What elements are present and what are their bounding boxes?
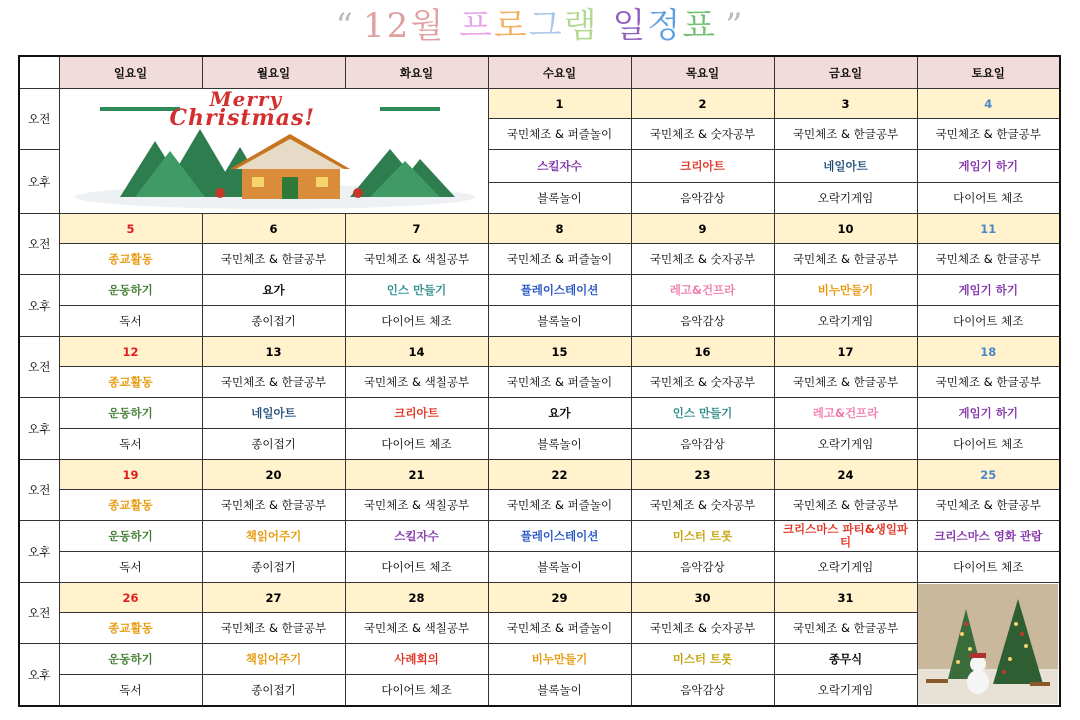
activity-label: 크리스마스 파티&생일파티: [782, 522, 909, 549]
activity-cell: [631, 675, 774, 707]
activity-label: 음악감상: [680, 437, 725, 451]
activity-cell: [488, 552, 631, 583]
activity-label: 크리스마스 영화 관람: [934, 529, 1043, 543]
date-cell: 22: [488, 460, 631, 490]
activity-cell: [631, 367, 774, 398]
activity-label: 국민체조 & 퍼즐놀이: [506, 375, 613, 389]
activity-cell: [345, 306, 488, 337]
activity-label: 국민체조 & 숫자공부: [649, 252, 756, 266]
activity-cell: [917, 244, 1060, 275]
activity-cell: [488, 644, 631, 675]
activity-label: 오락기게임: [817, 437, 874, 451]
activity-label: 크리아트: [680, 159, 725, 173]
activity-label: 운동하기: [108, 283, 153, 297]
activity-cell: [59, 613, 202, 644]
activity-label: 국민체조 & 퍼즐놀이: [506, 127, 613, 141]
activity-cell: [488, 119, 631, 150]
pm-row: [19, 275, 1060, 306]
date-cell: 26: [59, 583, 202, 613]
activity-label: 미스터 트롯: [672, 529, 733, 543]
pm-row: [19, 675, 1060, 707]
activity-cell: [774, 275, 917, 306]
activity-label: 국민체조 & 한글공부: [792, 621, 899, 635]
pm-row: [19, 552, 1060, 583]
activity-cell: [59, 490, 202, 521]
activity-label: 국민체조 & 한글공부: [792, 498, 899, 512]
activity-label: 운동하기: [108, 529, 153, 543]
date-cell: 5: [59, 214, 202, 244]
activity-cell: [202, 521, 345, 552]
activity-cell: [917, 150, 1060, 183]
date-cell: 10: [774, 214, 917, 244]
activity-label: 독서: [119, 314, 142, 328]
activity-cell: [202, 429, 345, 460]
pm-row: [19, 429, 1060, 460]
activity-label: 국민체조 & 퍼즐놀이: [506, 621, 613, 635]
schedule-table: [18, 55, 1061, 707]
activity-label: 비누만들기: [817, 283, 874, 297]
activity-cell: [202, 275, 345, 306]
period-label-pm: 오후: [19, 644, 59, 707]
activity-label: 요가: [548, 406, 571, 420]
activity-cell: [631, 183, 774, 214]
activity-label: 블록놀이: [537, 683, 582, 697]
activity-label: 국민체조 & 숫자공부: [649, 498, 756, 512]
date-cell: 8: [488, 214, 631, 244]
merry-christmas-image: [60, 89, 488, 213]
date-cell: 6: [202, 214, 345, 244]
activity-cell: [774, 367, 917, 398]
activity-cell: [59, 644, 202, 675]
activity-label: 종이접기: [251, 437, 296, 451]
activity-cell: [345, 490, 488, 521]
activity-cell: [917, 552, 1060, 583]
activity-label: 오락기게임: [817, 683, 874, 697]
title-char: 12월: [362, 6, 446, 46]
activity-cell: [488, 183, 631, 214]
weekday-header: 화요일: [345, 56, 488, 89]
activity-cell: [202, 367, 345, 398]
activity-cell: [774, 398, 917, 429]
title-char: 로: [493, 6, 529, 46]
activity-cell: [488, 398, 631, 429]
activity-label: 국민체조 & 한글공부: [935, 498, 1041, 512]
activity-label: 인스 만들기: [672, 406, 733, 420]
activity-cell: [345, 244, 488, 275]
activity-cell: [59, 675, 202, 707]
date-cell: 20: [202, 460, 345, 490]
period-label-am: 오전: [19, 337, 59, 398]
merry-text: Merry: [209, 88, 283, 111]
pm-row: [19, 306, 1060, 337]
activity-cell: [488, 675, 631, 707]
activity-cell: [59, 244, 202, 275]
date-cell: 25: [917, 460, 1060, 490]
activity-label: 국민체조 & 색칠공부: [363, 375, 470, 389]
activity-cell: [345, 644, 488, 675]
date-row: [19, 89, 1060, 119]
activity-label: 국민체조 & 한글공부: [792, 375, 899, 389]
activity-cell: [917, 521, 1060, 552]
title-close-quote: ”: [725, 6, 745, 46]
activity-cell: [631, 398, 774, 429]
period-label-pm: 오후: [19, 521, 59, 583]
activity-label: 국민체조 & 퍼즐놀이: [506, 498, 613, 512]
weekday-header: 목요일: [631, 56, 774, 89]
date-cell: 19: [59, 460, 202, 490]
activity-label: 국민체조 & 한글공부: [220, 375, 327, 389]
activity-label: 게임기 하기: [958, 283, 1019, 297]
am-row: [19, 367, 1060, 398]
activity-label: 오락기게임: [817, 560, 874, 574]
activity-label: 크리아트: [394, 406, 439, 420]
activity-label: 스킬자수: [394, 529, 439, 543]
activity-label: 종교활동: [108, 621, 153, 635]
date-row: [19, 214, 1060, 244]
activity-cell: [917, 398, 1060, 429]
activity-cell: [345, 675, 488, 707]
activity-cell: [488, 429, 631, 460]
weekday-header: 금요일: [774, 56, 917, 89]
activity-cell: [488, 490, 631, 521]
activity-cell: [631, 429, 774, 460]
period-label-am: 오전: [19, 460, 59, 521]
activity-label: 국민체조 & 한글공부: [220, 621, 327, 635]
activity-label: 네일아트: [251, 406, 296, 420]
activity-label: 음악감상: [680, 560, 725, 574]
activity-label: 국민체조 & 색칠공부: [363, 621, 470, 635]
activity-cell: [774, 119, 917, 150]
date-row: [19, 337, 1060, 367]
date-cell: 1: [488, 89, 631, 119]
title-open-quote: “: [335, 6, 355, 46]
activity-cell: [631, 490, 774, 521]
activity-label: 다이어트 체조: [381, 560, 452, 574]
activity-cell: [488, 244, 631, 275]
activity-cell: [917, 429, 1060, 460]
activity-cell: [488, 150, 631, 183]
activity-label: 인스 만들기: [386, 283, 447, 297]
activity-label: 종이접기: [251, 683, 296, 697]
date-cell: 21: [345, 460, 488, 490]
activity-label: 국민체조 & 색칠공부: [363, 498, 470, 512]
activity-cell: [488, 275, 631, 306]
activity-label: 다이어트 체조: [381, 683, 452, 697]
activity-cell: [774, 150, 917, 183]
activity-label: 오락기게임: [817, 314, 874, 328]
date-cell: 29: [488, 583, 631, 613]
activity-label: 다이어트 체조: [953, 560, 1024, 574]
activity-label: 음악감상: [680, 683, 725, 697]
title-char: 정: [647, 6, 683, 46]
activity-cell: [202, 244, 345, 275]
activity-label: 플레이스테이션: [520, 283, 599, 297]
activity-cell: [631, 552, 774, 583]
activity-cell: [917, 306, 1060, 337]
activity-cell: [631, 521, 774, 552]
activity-label: 국민체조 & 숫자공부: [649, 127, 756, 141]
christmas-trees-photo: [918, 584, 1058, 704]
activity-label: 미스터 트롯: [672, 652, 733, 666]
activity-cell: [774, 644, 917, 675]
activity-cell: [345, 521, 488, 552]
date-row: [19, 583, 1060, 613]
activity-label: 종교활동: [108, 252, 153, 266]
activity-label: 국민체조 & 숫자공부: [649, 621, 756, 635]
activity-label: 국민체조 & 한글공부: [220, 252, 327, 266]
activity-cell: [631, 275, 774, 306]
activity-cell: [202, 490, 345, 521]
title-char: 일: [612, 6, 648, 46]
date-cell: 15: [488, 337, 631, 367]
period-label-pm: 오후: [19, 398, 59, 460]
pm-row: [19, 521, 1060, 552]
am-row: [19, 613, 1060, 644]
date-cell: 4: [917, 89, 1060, 119]
weekday-header: 월요일: [202, 56, 345, 89]
date-cell: 16: [631, 337, 774, 367]
activity-cell: [345, 367, 488, 398]
activity-cell: [202, 552, 345, 583]
activity-label: 책읽어주기: [245, 529, 302, 543]
activity-cell: [59, 521, 202, 552]
title-char: 램: [563, 6, 599, 46]
pm-row: [19, 398, 1060, 429]
activity-label: 독서: [119, 437, 142, 451]
activity-label: 요가: [262, 283, 285, 297]
period-label-pm: 오후: [19, 150, 59, 214]
date-cell: 14: [345, 337, 488, 367]
activity-label: 음악감상: [680, 314, 725, 328]
activity-cell: [59, 275, 202, 306]
period-label-pm: 오후: [19, 275, 59, 337]
activity-label: 플레이스테이션: [520, 529, 599, 543]
activity-cell: [59, 552, 202, 583]
activity-label: 레고&건프라: [812, 406, 879, 420]
title-char: 프: [459, 6, 494, 46]
christmas-trees-image: [918, 584, 1060, 704]
activity-label: 국민체조 & 퍼즐놀이: [506, 252, 613, 266]
christmas-text: Christmas!: [169, 105, 316, 131]
activity-cell: [631, 644, 774, 675]
weekday-header: 토요일: [917, 56, 1060, 89]
date-cell: 24: [774, 460, 917, 490]
activity-cell: [774, 675, 917, 707]
activity-cell: [202, 398, 345, 429]
activity-label: 블록놀이: [537, 191, 582, 205]
date-cell: 2: [631, 89, 774, 119]
weekday-header: 수요일: [488, 56, 631, 89]
activity-cell: [774, 244, 917, 275]
activity-label: 국민체조 & 한글공부: [935, 252, 1041, 266]
activity-label: 게임기 하기: [958, 406, 1019, 420]
activity-cell: [59, 306, 202, 337]
activity-cell: [774, 429, 917, 460]
date-cell: 18: [917, 337, 1060, 367]
title-char: 그: [528, 6, 564, 46]
activity-cell: [917, 275, 1060, 306]
activity-label: 국민체조 & 한글공부: [935, 375, 1041, 389]
activity-cell: [631, 306, 774, 337]
pm-row: [19, 644, 1060, 675]
activity-cell: [345, 429, 488, 460]
activity-cell: [202, 613, 345, 644]
activity-cell: [917, 183, 1060, 214]
activity-label: 국민체조 & 한글공부: [935, 127, 1041, 141]
activity-cell: [59, 367, 202, 398]
activity-cell: [345, 275, 488, 306]
activity-label: 종교활동: [108, 375, 153, 389]
title-char: 표: [682, 6, 718, 46]
activity-cell: [631, 244, 774, 275]
date-cell: 9: [631, 214, 774, 244]
am-row: [19, 490, 1060, 521]
am-row: [19, 244, 1060, 275]
activity-cell: [488, 306, 631, 337]
date-cell: 13: [202, 337, 345, 367]
activity-label: 비누만들기: [531, 652, 588, 666]
activity-label: 네일아트: [823, 159, 868, 173]
period-label-am: 오전: [19, 214, 59, 275]
activity-cell: [917, 119, 1060, 150]
period-label-am: 오전: [19, 89, 59, 150]
activity-cell: [345, 613, 488, 644]
activity-cell: [917, 490, 1060, 521]
activity-cell: [774, 490, 917, 521]
activity-label: 게임기 하기: [958, 159, 1019, 173]
activity-label: 블록놀이: [537, 437, 582, 451]
date-cell: 12: [59, 337, 202, 367]
activity-cell: [774, 183, 917, 214]
date-cell: 30: [631, 583, 774, 613]
activity-label: 다이어트 체조: [953, 314, 1024, 328]
activity-cell: [202, 675, 345, 707]
activity-cell: [345, 552, 488, 583]
activity-label: 블록놀이: [537, 314, 582, 328]
activity-label: 스킬자수: [537, 159, 582, 173]
activity-cell: [488, 367, 631, 398]
activity-label: 종교활동: [108, 498, 153, 512]
date-cell: 31: [774, 583, 917, 613]
activity-label: 오락기게임: [817, 191, 874, 205]
activity-label: 다이어트 체조: [953, 437, 1024, 451]
date-cell: 27: [202, 583, 345, 613]
activity-label: 국민체조 & 색칠공부: [363, 252, 470, 266]
activity-cell: [202, 644, 345, 675]
image-cell: [917, 583, 1060, 707]
activity-label: 국민체조 & 한글공부: [792, 252, 899, 266]
activity-label: 다이어트 체조: [953, 191, 1024, 205]
activity-cell: [345, 398, 488, 429]
activity-label: 다이어트 체조: [381, 437, 452, 451]
date-cell: 17: [774, 337, 917, 367]
activity-cell: [774, 552, 917, 583]
activity-label: 다이어트 체조: [381, 314, 452, 328]
activity-label: 사례회의: [394, 652, 439, 666]
period-label-am: 오전: [19, 583, 59, 644]
activity-cell: [774, 306, 917, 337]
activity-cell: [488, 613, 631, 644]
page-title: [0, 4, 1080, 48]
activity-label: 독서: [119, 683, 142, 697]
activity-label: 독서: [119, 560, 142, 574]
activity-label: 국민체조 & 한글공부: [220, 498, 327, 512]
activity-cell: [488, 521, 631, 552]
activity-label: 국민체조 & 숫자공부: [649, 375, 756, 389]
image-cell: [59, 89, 488, 214]
activity-label: 종이접기: [251, 560, 296, 574]
activity-cell: [917, 367, 1060, 398]
activity-label: 책읽어주기: [245, 652, 302, 666]
date-cell: 28: [345, 583, 488, 613]
activity-cell: [631, 119, 774, 150]
activity-cell: [774, 613, 917, 644]
activity-label: 국민체조 & 한글공부: [792, 127, 899, 141]
corner-cell: [19, 56, 59, 89]
date-cell: 3: [774, 89, 917, 119]
date-cell: 23: [631, 460, 774, 490]
date-row: [19, 460, 1060, 490]
activity-cell: [202, 306, 345, 337]
activity-label: 운동하기: [108, 406, 153, 420]
activity-label: 레고&건프라: [669, 283, 736, 297]
date-cell: 11: [917, 214, 1060, 244]
date-cell: 7: [345, 214, 488, 244]
activity-cell: [631, 150, 774, 183]
activity-cell: [59, 429, 202, 460]
activity-cell: [774, 521, 917, 552]
activity-label: 종이접기: [251, 314, 296, 328]
weekday-header-row: [19, 56, 1060, 89]
activity-cell: [59, 398, 202, 429]
activity-cell: [631, 613, 774, 644]
activity-label: 음악감상: [680, 191, 725, 205]
activity-label: 종무식: [828, 652, 863, 666]
activity-label: 블록놀이: [537, 560, 582, 574]
activity-label: 운동하기: [108, 652, 153, 666]
weekday-header: 일요일: [59, 56, 202, 89]
